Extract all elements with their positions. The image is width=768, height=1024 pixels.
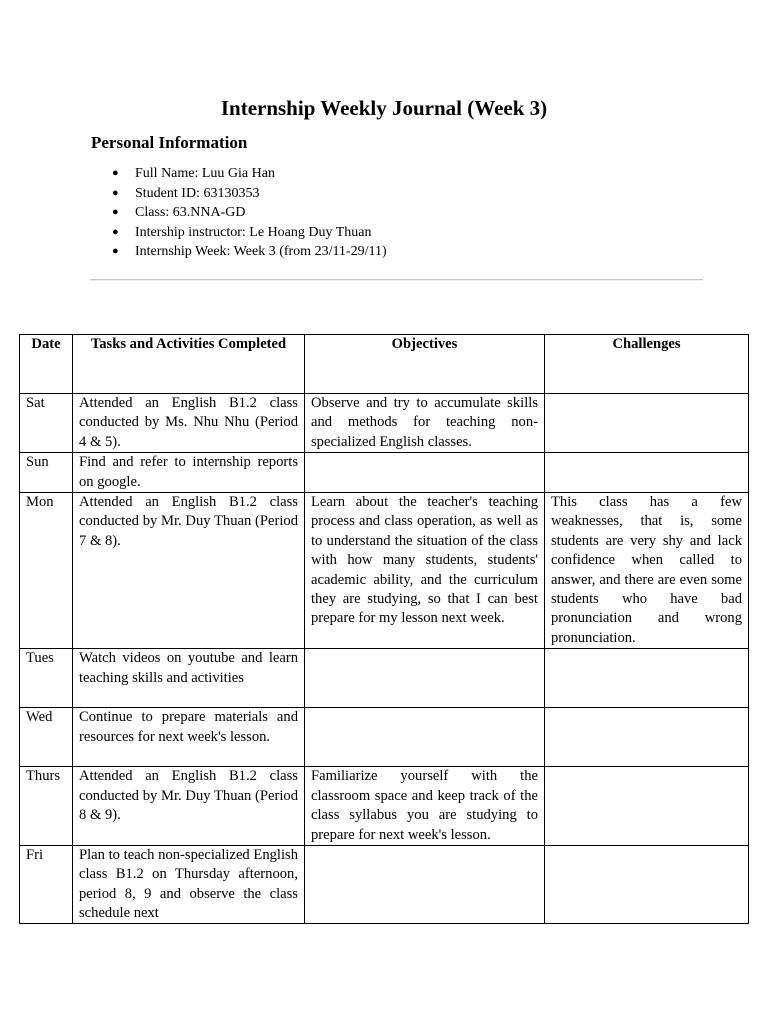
tasks-cell: Attended an English B1.2 class conducted by Ms. Nhu Nhu (Period 4 & 5). xyxy=(73,394,305,453)
column-header-date: Date xyxy=(20,335,73,394)
objectives-cell xyxy=(305,708,545,767)
student-id-text: Student ID: 63130353 xyxy=(135,185,260,201)
challenges-cell xyxy=(545,767,749,846)
challenges-cell: This class has a few weaknesses, that is, some students are very shy and lack confidence when called to answer, and there are even some students who have bad pronunciation and wrong pronunciation. xyxy=(545,493,749,649)
date-cell: Thurs xyxy=(20,767,73,846)
instructor-text: Intership instructor: Le Hoang Duy Thuan xyxy=(135,224,372,240)
tasks-cell: Watch videos on youtube and learn teaching skills and activities xyxy=(73,649,305,708)
objectives-cell: Learn about the teacher's teaching process and class operation, as well as to understand the situation of the class with how many students, students' academic ability, and the curriculum they are studying, so that I can best prepare for my lesson next week. xyxy=(305,493,545,649)
list-item xyxy=(106,164,387,184)
column-header-challenges: Challenges xyxy=(545,335,749,394)
list-item xyxy=(106,223,387,243)
horizontal-divider xyxy=(90,279,703,281)
table-row xyxy=(20,708,749,767)
table-row xyxy=(20,845,749,923)
date-cell: Sun xyxy=(20,453,73,493)
tasks-cell-text: Plan to teach non-specialized English class B1.2 on Thursday afternoon, period 8, 9 and observe the class schedule next xyxy=(79,846,298,922)
column-header-tasks: Tasks and Activities Completed xyxy=(73,335,305,394)
challenges-cell xyxy=(545,845,749,923)
objectives-cell: Observe and try to accumulate skills and methods for teaching non-specialized English classes. xyxy=(305,394,545,453)
objectives-cell xyxy=(305,649,545,708)
tasks-cell: Attended an English B1.2 class conducted by Mr. Duy Thuan (Period 8 & 9). xyxy=(73,767,305,846)
table-row xyxy=(20,493,749,649)
table-row xyxy=(20,649,749,708)
challenges-cell xyxy=(545,453,749,493)
bullet-icon: ● xyxy=(112,225,119,238)
list-item xyxy=(106,184,387,204)
personal-info-heading: Personal Information xyxy=(91,133,248,152)
list-item xyxy=(106,203,387,223)
document-title: Internship Weekly Journal (Week 3) xyxy=(220,96,548,120)
tasks-cell: Attended an English B1.2 class conducted by Mr. Duy Thuan (Period 7 & 8). xyxy=(73,493,305,649)
date-cell: Wed xyxy=(20,708,73,767)
list-item xyxy=(106,242,387,262)
tasks-cell: Continue to prepare materials and resources for next week's lesson. xyxy=(73,708,305,767)
tasks-cell xyxy=(73,845,305,923)
date-cell: Fri xyxy=(20,845,73,923)
table-header-row xyxy=(20,335,749,394)
table-row xyxy=(20,767,749,846)
date-cell: Tues xyxy=(20,649,73,708)
challenges-cell xyxy=(545,649,749,708)
date-cell: Mon xyxy=(20,493,73,649)
challenges-cell xyxy=(545,708,749,767)
personal-info-list xyxy=(106,164,387,262)
internship-week-text: Internship Week: Week 3 (from 23/11-29/11) xyxy=(135,244,387,259)
objectives-cell xyxy=(305,845,545,923)
column-header-objectives: Objectives xyxy=(305,335,545,394)
challenges-cell xyxy=(545,394,749,453)
journal-table xyxy=(19,334,749,924)
class-text: Class: 63.NNA-GD xyxy=(135,205,246,220)
bullet-icon: ● xyxy=(112,186,119,199)
objectives-cell: Familiarize yourself with the classroom space and keep track of the class syllabus you are studying to prepare for next week's lesson. xyxy=(305,767,545,846)
full-name-text: Full Name: Luu Gia Han xyxy=(135,166,275,181)
bullet-icon: ● xyxy=(112,167,119,179)
objectives-cell xyxy=(305,453,545,493)
table-row xyxy=(20,453,749,493)
table-row xyxy=(20,394,749,453)
bullet-icon: ● xyxy=(112,245,119,257)
bullet-icon: ● xyxy=(112,206,119,218)
tasks-cell: Find and refer to internship reports on google. xyxy=(73,453,305,493)
date-cell: Sat xyxy=(20,394,73,453)
